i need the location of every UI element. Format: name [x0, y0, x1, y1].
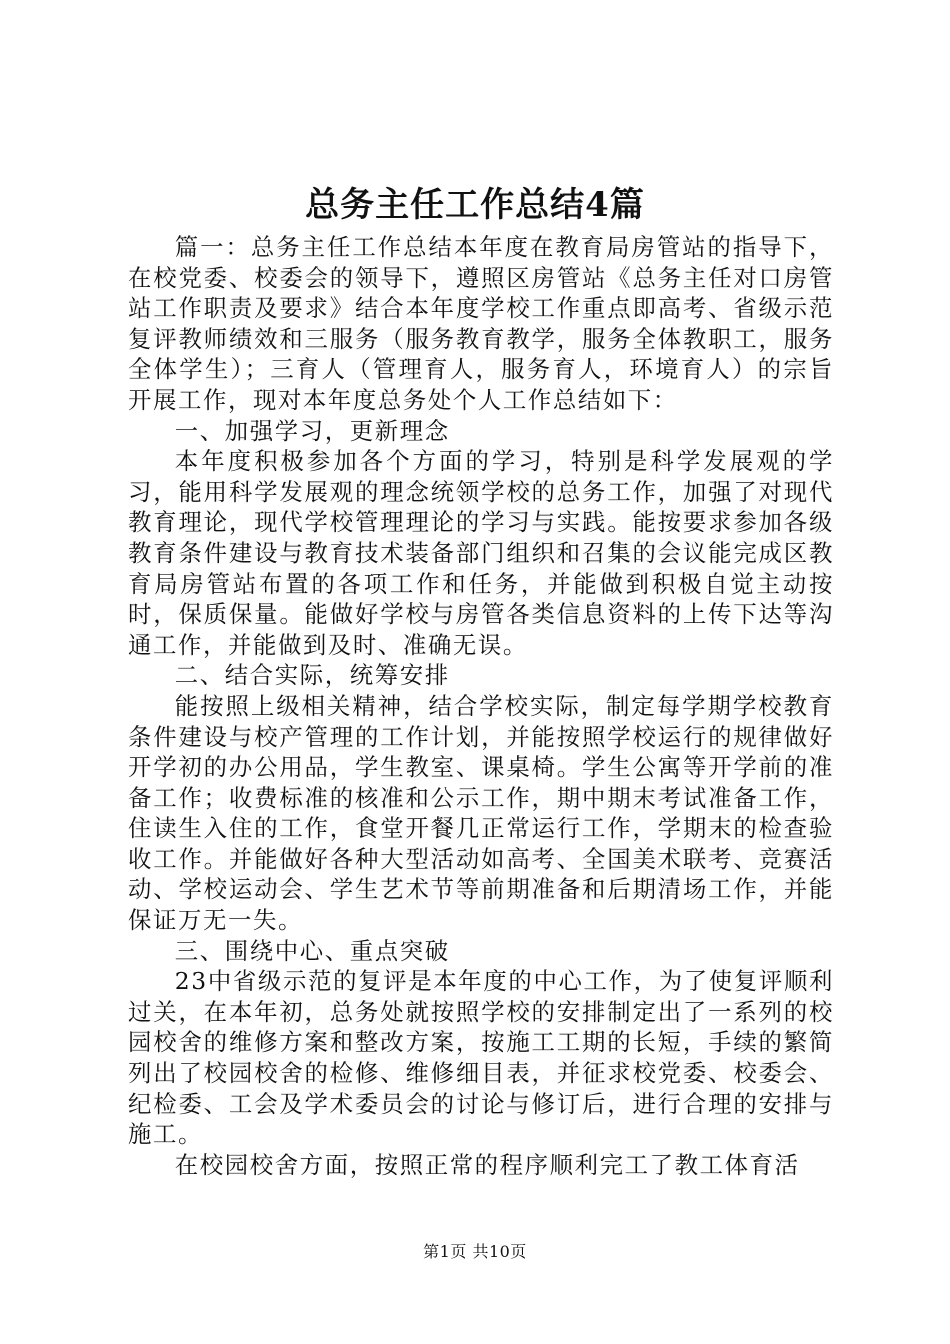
- section-heading-3: 三、围绕中心、重点突破: [174, 936, 450, 965]
- section-heading-1: 一、加强学习，更新理念: [174, 416, 450, 445]
- page-number: 第1页 共10页: [423, 1242, 527, 1261]
- paragraph-campus: 在校园校舍方面，按照正常的程序顺利完工了教工体育活: [174, 1150, 800, 1179]
- paragraph-section-3: 23中省级示范的复评是本年度的中心工作，为了使复评顺利过关，在本年初，总务处就按照学校的安排制定出了一系列的校园校舍的维修方案和整改方案，按施工工期的长短，手续的繁简列出了校园校舍的检修、维修细目表，并征求校党委、校委会、纪检委、工会及学术委员会的讨论与修订后，进行合理的安排与施工。: [128, 967, 834, 1149]
- paragraph-section-2: 能按照上级相关精神，结合学校实际，制定每学期学校教育条件建设与校产管理的工作计划，并能按照学校运行的规律做好开学初的办公用品，学生教室、课桌椅。学生公寓等开学前的准备工作；收费标准的核准和公示工作，期中期末考试准备工作，住读生入住的工作，食堂开餐几正常运行工作，学期末的检查验收工作。并能做好各种大型活动如高考、全国美术联考、竞赛活动、学校运动会、学生艺术节等前期准备和后期清场工作，并能保证万无一失。: [128, 691, 834, 935]
- paragraph-section-1: 本年度积极参加各个方面的学习，特别是科学发展观的学习，能用科学发展观的理念统领学校的总务工作，加强了对现代教育理论，现代学校管理理论的学习与实践。能按要求参加各级教育条件建设与教育技术装备部门组织和召集的会议能完成区教育局房管站布置的各项工作和任务，并能做到积极自觉主动按时，保质保量。能做好学校与房管各类信息资料的上传下达等沟通工作，并能做到及时、准确无误。: [128, 447, 834, 659]
- section-heading-2: 二、结合实际，统筹安排: [174, 661, 450, 690]
- paragraph-intro: 篇一：总务主任工作总结本年度在教育局房管站的指导下，在校党委、校委会的领导下，遵照区房管站《总务主任对口房管站工作职责及要求》结合本年度学校工作重点即高考、省级示范复评教师绩效和三服务（服务教育教学，服务全体教职工，服务全体学生）；三育人（管理育人，服务育人，环境育人）的宗旨开展工作，现对本年度总务处个人工作总结如下：: [128, 233, 834, 414]
- document-title: 总务主任工作总结4篇: [305, 185, 645, 225]
- document-body: [128, 232, 834, 1180]
